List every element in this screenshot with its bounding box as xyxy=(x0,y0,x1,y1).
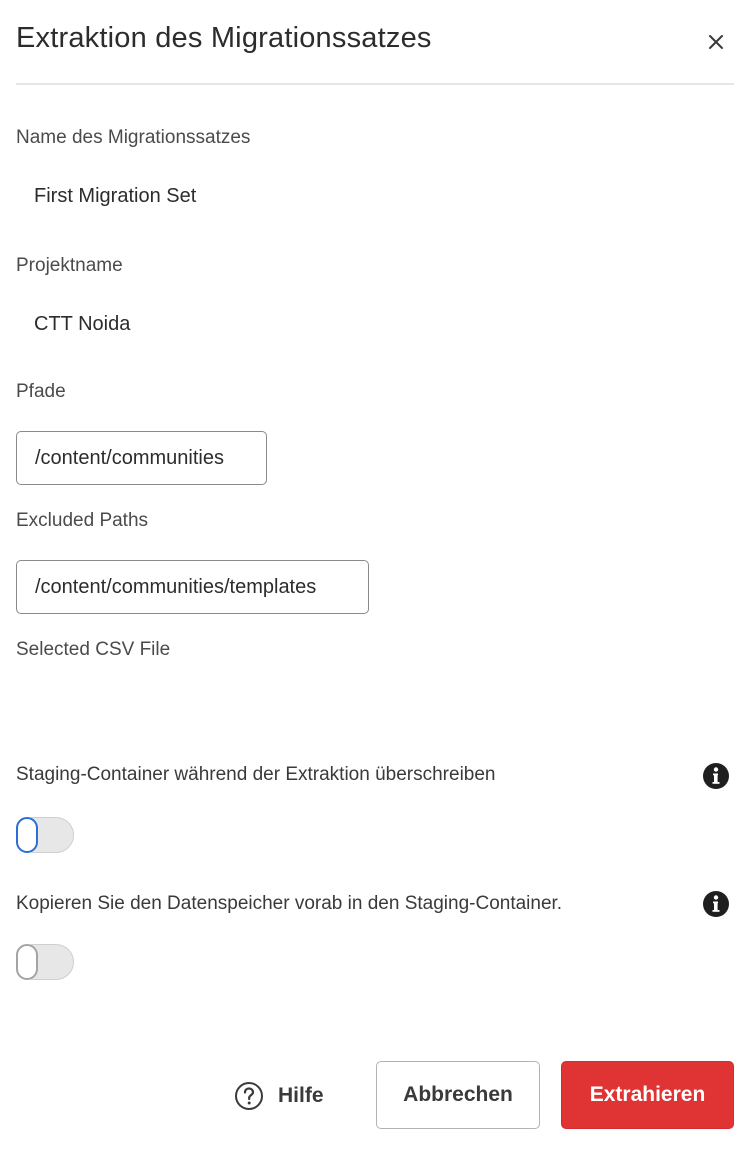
project-name-value: CTT Noida xyxy=(34,313,131,335)
help-link[interactable] xyxy=(234,1078,324,1114)
set-name-label: Name des Migrationssatzes xyxy=(16,127,251,148)
extract-button[interactable]: Extrahieren xyxy=(561,1061,734,1129)
excluded-paths-label: Excluded Paths xyxy=(16,510,149,531)
toggle-knob xyxy=(16,944,38,980)
excluded-paths-field[interactable] xyxy=(16,560,369,614)
help-label: Hilfe xyxy=(278,1084,324,1107)
info-icon[interactable] xyxy=(702,762,730,790)
header-divider xyxy=(16,83,734,85)
overwrite-staging-toggle[interactable] xyxy=(16,817,74,853)
question-circle-icon xyxy=(234,1081,264,1111)
cancel-button[interactable]: Abbrechen xyxy=(376,1061,540,1129)
set-name-value: First Migration Set xyxy=(34,185,197,207)
info-icon[interactable] xyxy=(702,890,730,918)
paths-label: Pfade xyxy=(16,381,66,402)
csv-file-label: Selected CSV File xyxy=(16,639,171,660)
paths-field[interactable] xyxy=(16,431,267,485)
toggle-knob xyxy=(16,817,38,853)
precopy-datastore-label: Kopieren Sie den Datenspeicher vorab in den Staging-Container. xyxy=(16,893,563,914)
close-icon xyxy=(708,34,724,50)
project-name-label: Projektname xyxy=(16,255,123,276)
close-button[interactable] xyxy=(700,26,732,58)
dialog-title: Extraktion des Migrationssatzes xyxy=(16,22,432,54)
overwrite-staging-label: Staging-Container während der Extraktion überschreiben xyxy=(16,764,496,785)
precopy-datastore-toggle[interactable] xyxy=(16,944,74,980)
